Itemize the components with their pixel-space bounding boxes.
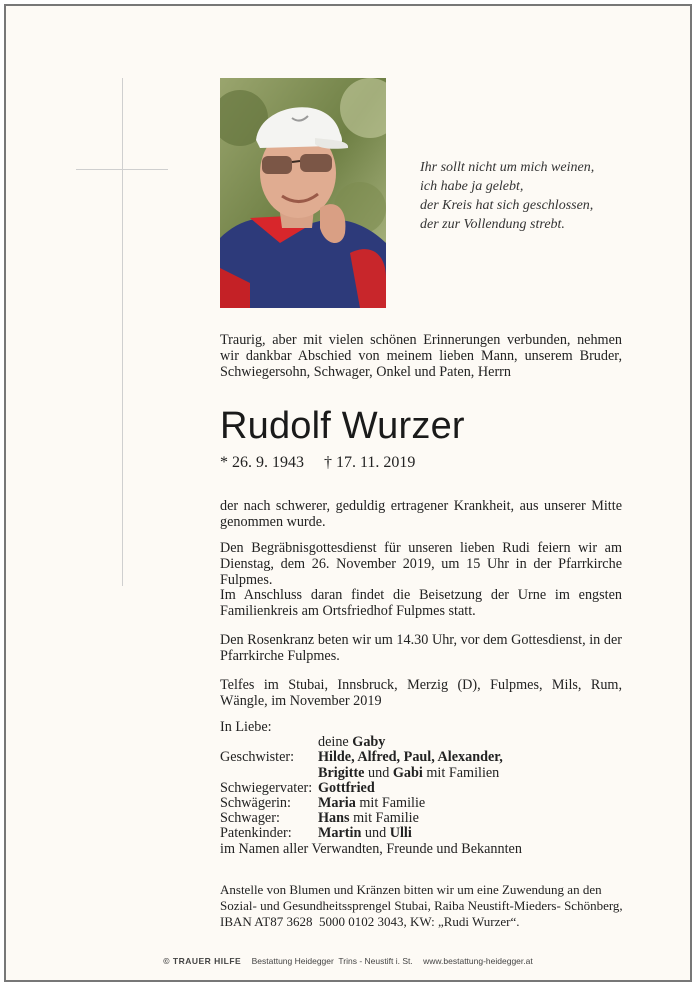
burial-paragraph: Im Anschluss daran findet die Beisetzung der Urne im engsten Familienkreis am Ortsfriedhof Fulpmes statt.	[220, 587, 622, 619]
donation-notice	[220, 882, 630, 929]
siblings-suffix: mit Familien	[426, 764, 500, 781]
footer	[6, 956, 690, 966]
donation-line: IBAN AT87 3628 5000 0102 3043, KW: „Rudi Wurzer“.	[220, 913, 520, 929]
sister-in-law-name: Maria	[318, 795, 356, 812]
website-link[interactable]: www.bestattung-heidegger.at	[423, 956, 533, 966]
family-closing: im Namen aller Verwandten, Freunde und Bekannten	[220, 840, 522, 857]
family-list	[220, 720, 640, 857]
poem-line: der zur Vollendung strebt.	[420, 217, 565, 232]
family-row-godchildren	[220, 826, 640, 841]
father-in-law-label: Schwiegervater:	[220, 779, 313, 796]
wife-name: Gaby	[352, 734, 386, 751]
family-heading: In Liebe:	[220, 719, 272, 735]
poem-line: ich habe ja gelebt,	[420, 179, 524, 194]
brother-in-law-suffix: mit Familie	[353, 810, 419, 827]
intro-paragraph: Traurig, aber mit vielen schönen Erinnerungen verbunden, nehmen wir dankbar Abschied von meinem lieben Mann, unserem Bruder, Schwiegersohn, Schwager, Onkel und Paten, Herrn	[220, 332, 622, 380]
conjunction: und	[364, 825, 387, 842]
death-date: † 17. 11. 2019	[324, 454, 416, 471]
cross-horizontal-line	[76, 169, 168, 170]
father-in-law-name: Gottfried	[318, 779, 375, 796]
conjunction: und	[368, 764, 390, 781]
godchildren-label: Patenkinder:	[220, 825, 292, 842]
poem	[420, 158, 660, 234]
wife-prefix: deine	[318, 734, 349, 751]
family-row-siblings-cont	[220, 766, 640, 781]
poem-line: Ihr sollt nicht um mich weinen,	[420, 160, 595, 175]
donation-line: Sozial- und Gesundheitssprengel Stubai, Raiba Neustift-Mieders- Schönberg,	[220, 897, 623, 913]
family-row-brother-in-law	[220, 811, 640, 826]
sibling-name: Brigitte	[318, 764, 365, 781]
brother-in-law-label: Schwager:	[220, 810, 280, 827]
brother-in-law-name: Hans	[318, 810, 350, 827]
family-row-father-in-law	[220, 781, 640, 796]
obituary-card	[4, 4, 692, 982]
portrait-photo	[220, 78, 386, 308]
illness-paragraph: der nach schwerer, geduldig ertragener Krankheit, aus unserer Mitte genommen wurde.	[220, 498, 622, 530]
sister-in-law-suffix: mit Familie	[359, 795, 426, 812]
company-name: Bestattung Heidegger Trins - Neustift i. St.	[251, 956, 413, 966]
places-paragraph: Telfes im Stubai, Innsbruck, Merzig (D), Fulpmes, Mils, Rum, Wängle, im November 2019	[220, 677, 622, 709]
family-row-wife	[220, 735, 640, 750]
family-row-sister-in-law	[220, 796, 640, 811]
sister-in-law-label: Schwägerin:	[220, 795, 291, 812]
deceased-name: Rudolf Wurzer	[220, 405, 465, 447]
donation-line: Anstelle von Blumen und Kränzen bitten wir um eine Zuwendung an den	[220, 882, 602, 897]
trauer-hilfe-logo: © TRAUER HILFE	[163, 956, 242, 966]
life-dates	[220, 454, 415, 472]
siblings-label: Geschwister:	[220, 749, 295, 766]
funeral-paragraph: Den Begräbnisgottesdienst für unseren lieben Rudi feiern wir am Dienstag, dem 26. November 2019, um 15 Uhr in der Pfarrkirche Fulpmes.	[220, 540, 622, 588]
rosary-paragraph: Den Rosenkranz beten wir um 14.30 Uhr, vor dem Gottesdienst, in der Pfarrkirche Fulpmes.	[220, 632, 622, 664]
sibling-name: Gabi	[392, 764, 423, 781]
birth-date: * 26. 9. 1943	[220, 454, 304, 471]
poem-line: der Kreis hat sich geschlossen,	[420, 198, 594, 213]
godchild-name: Ulli	[389, 825, 412, 842]
godchild-name: Martin	[318, 825, 362, 842]
cross-vertical-line	[122, 78, 123, 586]
siblings-names: Hilde, Alfred, Paul, Alexander,	[318, 749, 503, 766]
family-row-siblings	[220, 750, 640, 765]
